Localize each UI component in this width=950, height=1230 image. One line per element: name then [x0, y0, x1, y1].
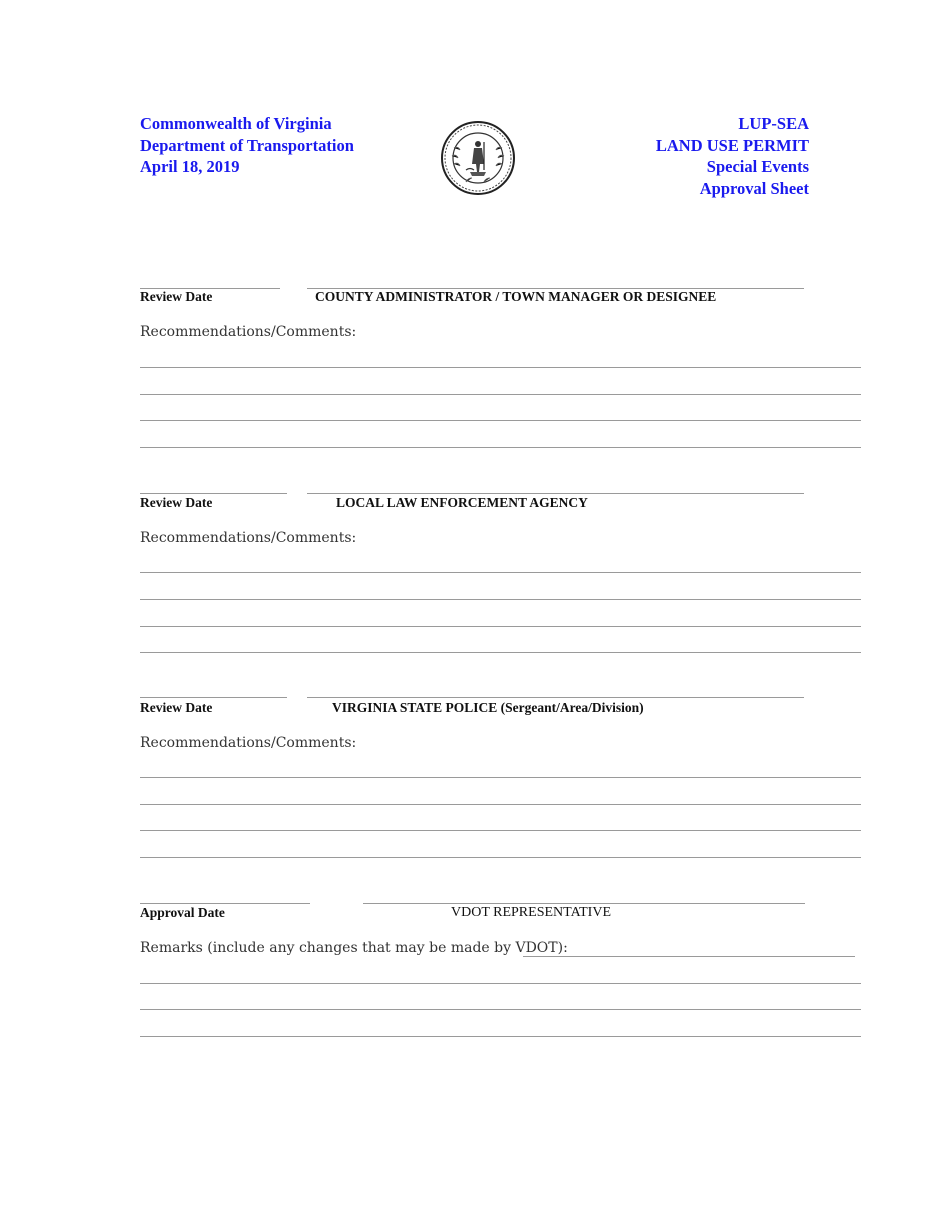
remarks-label: Remarks (include any changes that may be made by VDOT): — [140, 940, 568, 956]
comment-line[interactable] — [140, 394, 861, 395]
review-date-field[interactable] — [140, 697, 287, 698]
remarks-inline-line[interactable] — [523, 956, 855, 957]
comment-line[interactable] — [140, 652, 861, 653]
comment-line[interactable] — [140, 420, 861, 421]
sheet-title: Approval Sheet — [699, 178, 809, 198]
review-date-label: Review Date — [140, 700, 213, 715]
permit-title: LAND USE PERMIT — [655, 135, 809, 155]
agency-header — [140, 113, 354, 178]
signature-field[interactable] — [307, 493, 804, 494]
comments-label: Recommendations/Comments: — [140, 324, 357, 340]
comment-line[interactable] — [140, 367, 861, 368]
comment-line[interactable] — [140, 447, 861, 448]
form-date: April 18, 2019 — [140, 157, 240, 176]
comment-line[interactable] — [140, 804, 861, 805]
approval-date-field[interactable] — [140, 903, 310, 904]
form-code: LUP-SEA — [738, 114, 809, 133]
permit-header — [656, 113, 809, 199]
comments-label: Recommendations/Comments: — [140, 530, 357, 546]
remarks-line[interactable] — [140, 983, 861, 984]
signature-field[interactable] — [363, 903, 805, 904]
signature-field[interactable] — [307, 697, 804, 698]
agency-name: Commonwealth of Virginia — [140, 114, 332, 133]
comment-line[interactable] — [140, 572, 861, 573]
permit-subtitle: Special Events — [706, 157, 809, 176]
signer-title: LOCAL LAW ENFORCEMENT AGENCY — [336, 495, 588, 510]
comment-line[interactable] — [140, 857, 861, 858]
signer-title: COUNTY ADMINISTRATOR / TOWN MANAGER OR DESIGNEE — [315, 289, 717, 304]
remarks-line[interactable] — [140, 1009, 861, 1010]
approval-date-label: Approval Date — [140, 905, 225, 920]
virginia-seal-icon — [440, 120, 516, 196]
comment-line[interactable] — [140, 626, 861, 627]
review-date-field[interactable] — [140, 493, 287, 494]
comment-line[interactable] — [140, 599, 861, 600]
comment-line[interactable] — [140, 830, 861, 831]
review-date-label: Review Date — [140, 495, 213, 510]
remarks-line[interactable] — [140, 1036, 861, 1037]
comments-label: Recommendations/Comments: — [140, 735, 357, 751]
review-date-label: Review Date — [140, 289, 213, 304]
department-name: Department of Transportation — [140, 135, 354, 155]
signer-title: VIRGINIA STATE POLICE (Sergeant/Area/Division) — [332, 700, 644, 715]
signer-title: VDOT REPRESENTATIVE — [451, 905, 612, 920]
comment-line[interactable] — [140, 777, 861, 778]
